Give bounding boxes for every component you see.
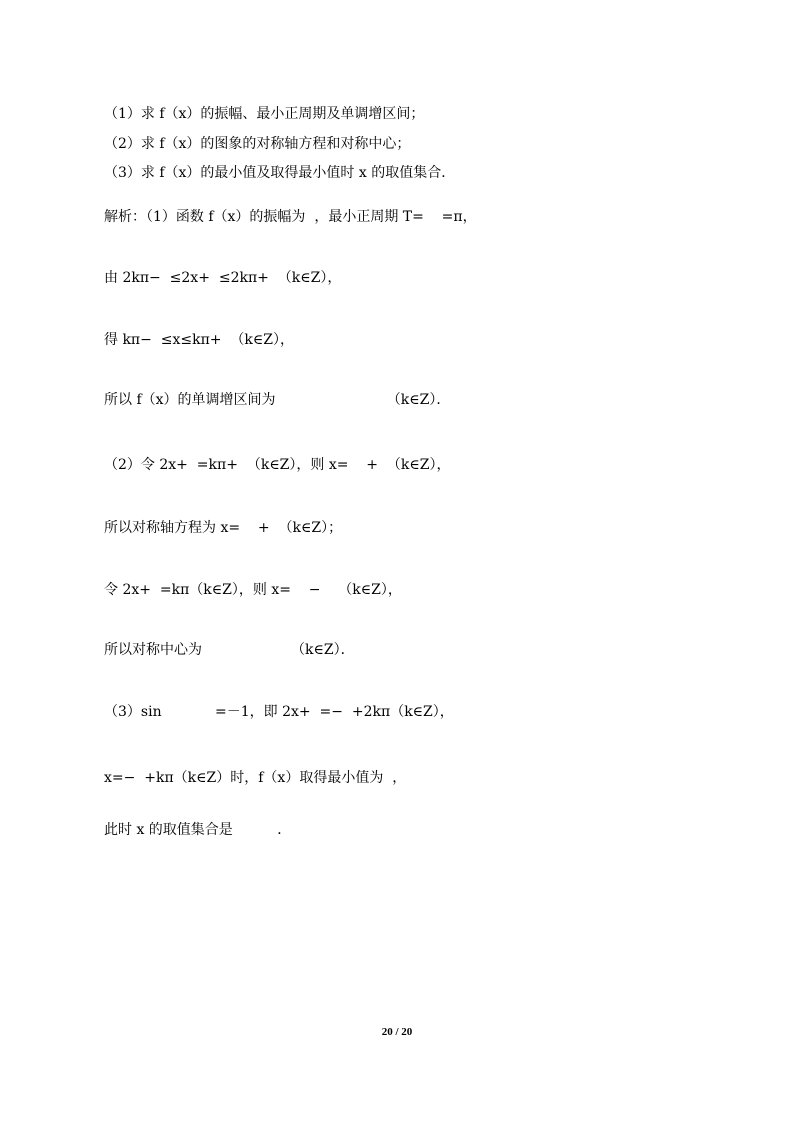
solution-line-6: 所以对称轴方程为 x= + （k∈Z）；	[104, 520, 343, 536]
question-1: （1）求 f（x）的振幅、最小正周期及单调增区间；	[104, 106, 425, 122]
solution-line-2: 由 2kπ− ≤2x+ ≤2kπ+ （k∈Z），	[104, 270, 342, 286]
solution-line-7: 令 2x+ =kπ（k∈Z），则 x= − （k∈Z），	[104, 582, 402, 598]
question-2: （2）求 f（x）的图象的对称轴方程和对称中心；	[104, 136, 411, 152]
solution-line-10: x=− +kπ（k∈Z）时，f（x）取得最小值为 ，	[104, 770, 407, 786]
solution-line-4: 所以 f（x）的单调增区间为 （k∈Z）．	[104, 392, 451, 408]
solution-line-9: （3）sin =－1，即 2x+ =− +2kπ（k∈Z），	[104, 704, 454, 720]
solution-line-8: 所以对称中心为 （k∈Z）．	[104, 642, 355, 658]
solution-line-11: 此时 x 的取值集合是 ．	[104, 822, 292, 838]
solution-line-1: 解析：（1）函数 f（x）的振幅为 ，最小正周期 T= =π，	[104, 209, 477, 225]
solution-line-3: 得 kπ− ≤x≤kπ+ （k∈Z），	[104, 332, 295, 348]
solution-line-5: （2）令 2x+ =kπ+ （k∈Z），则 x= + （k∈Z），	[104, 457, 451, 473]
page-number: 20 / 20	[381, 1026, 413, 1038]
question-3: （3）求 f（x）的最小值及取得最小值时 x 的取值集合．	[104, 165, 456, 181]
